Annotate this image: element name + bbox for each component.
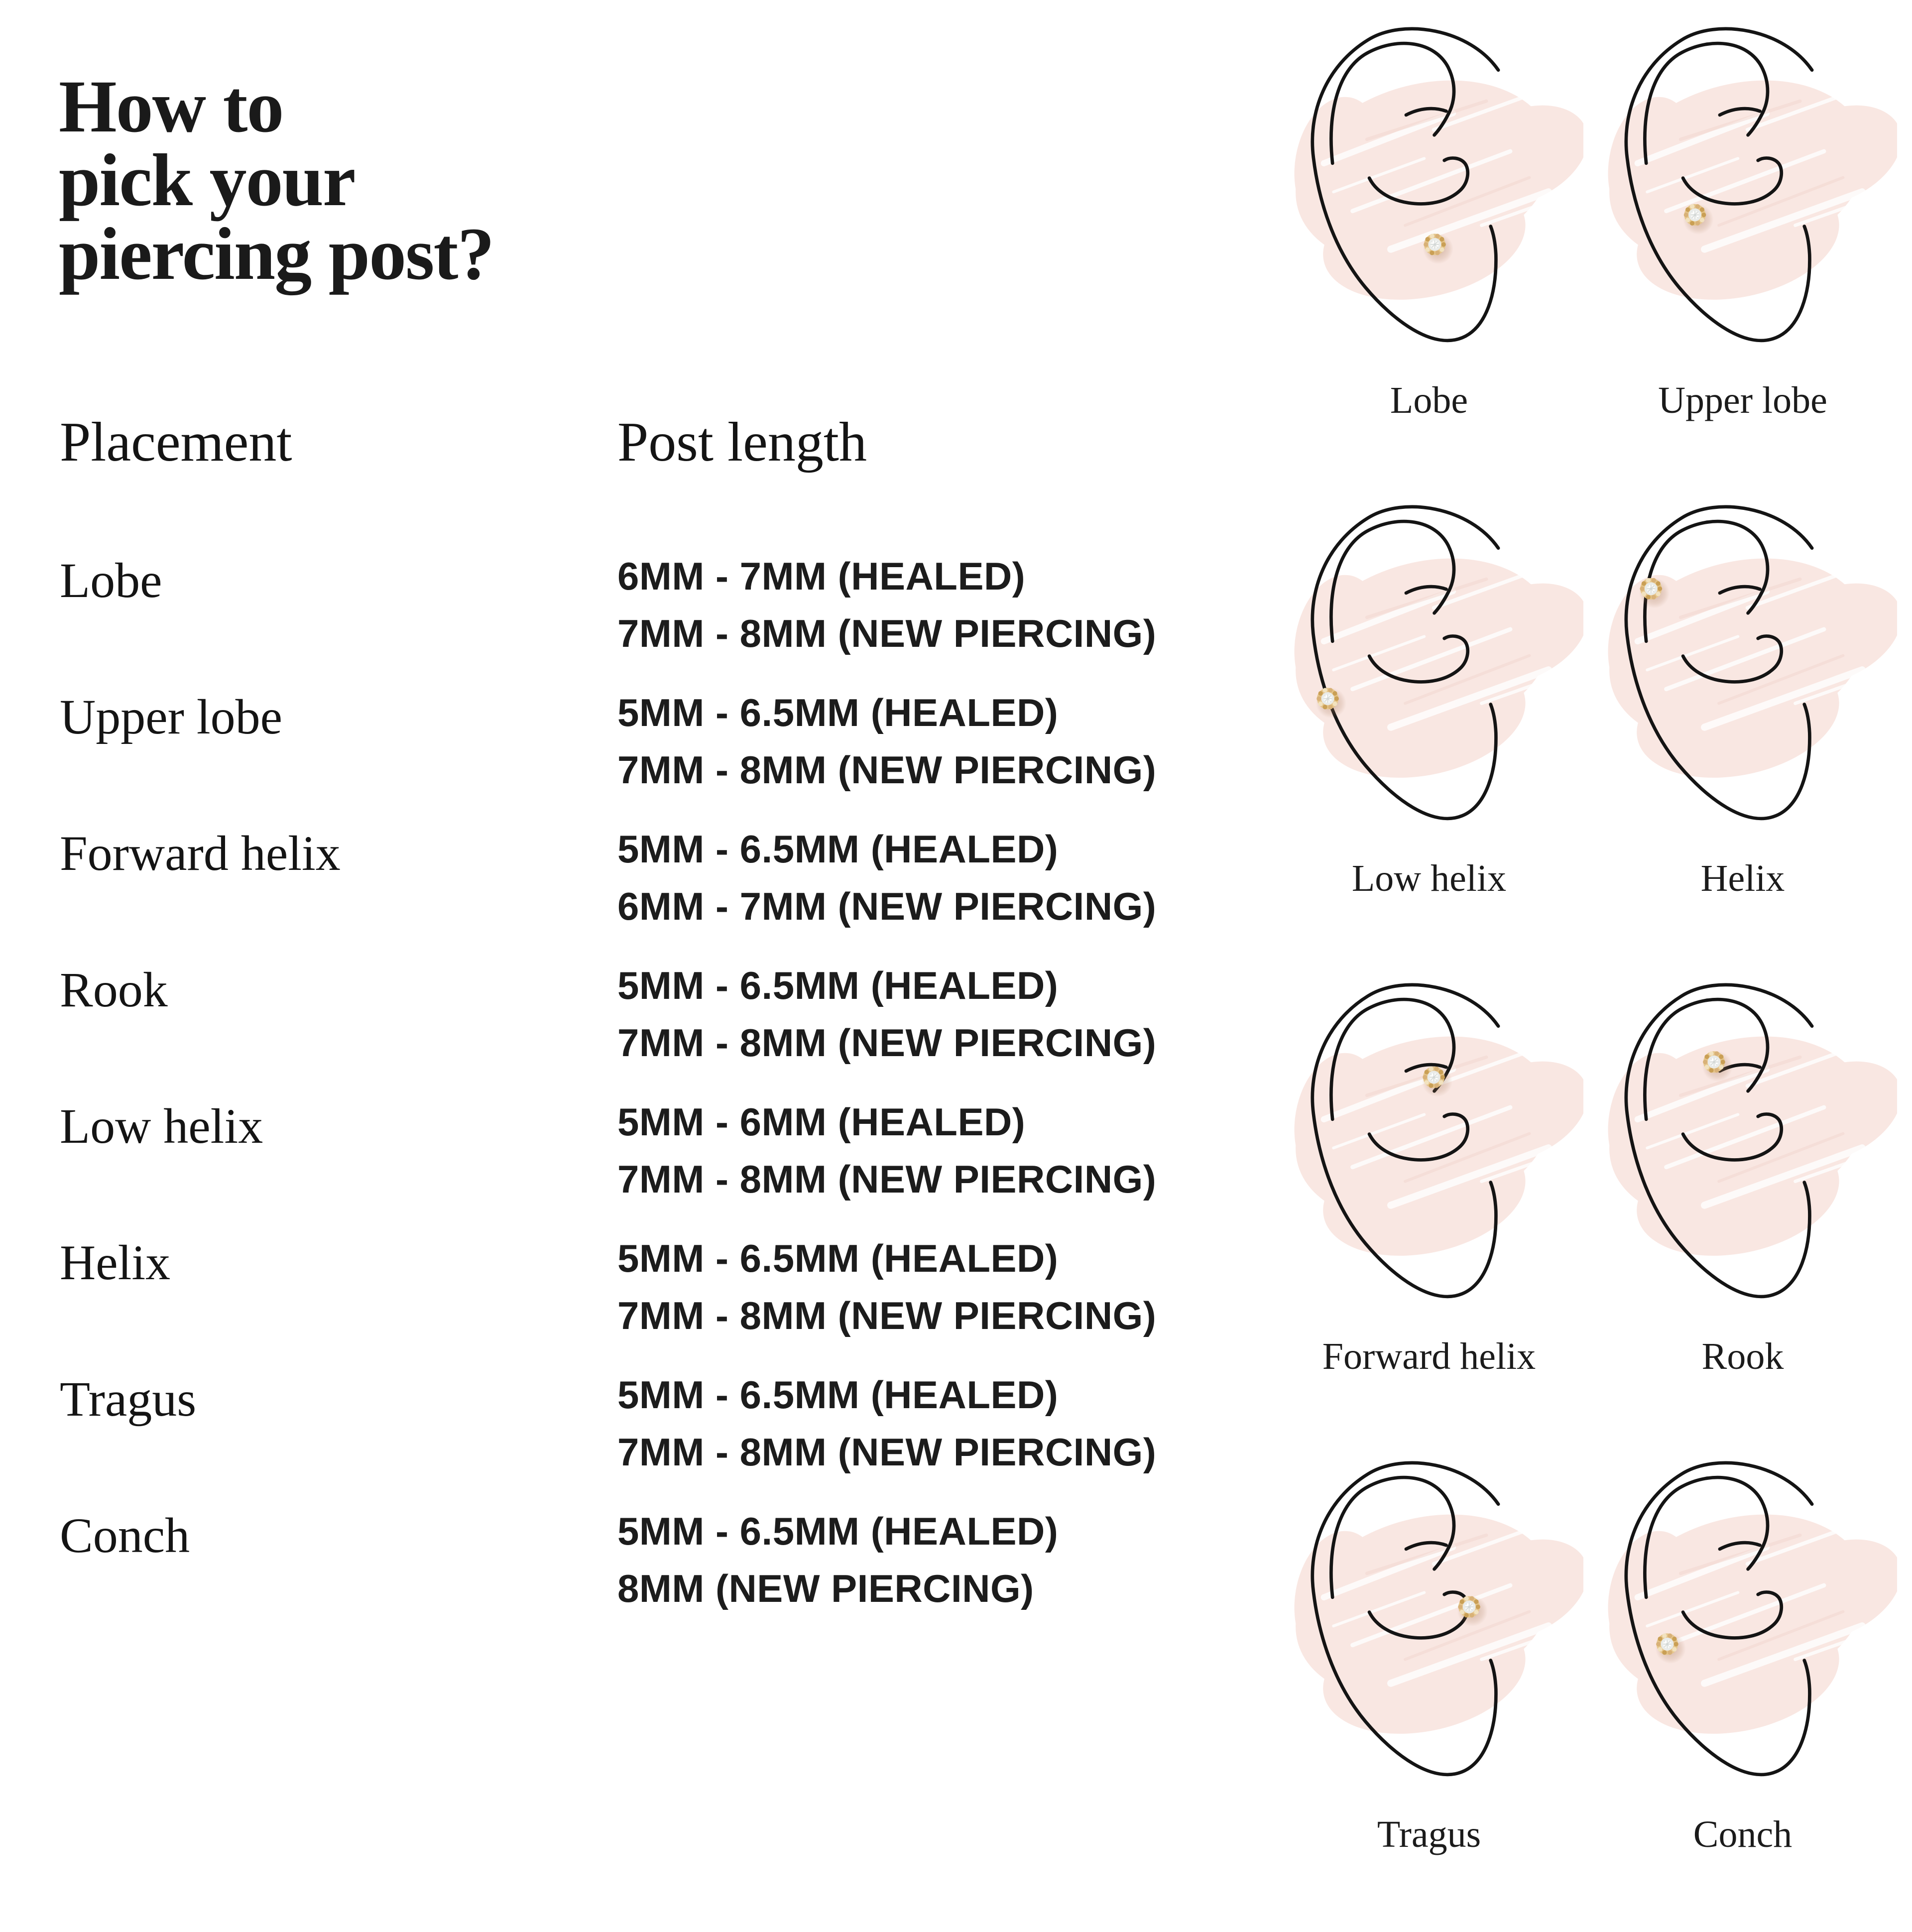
- ear-tile: [1275, 498, 1583, 976]
- post-length-new-piercing: 7MM - 8MM (NEW PIERCING): [617, 611, 1157, 655]
- placement-label: Upper lobe: [60, 689, 283, 744]
- post-length-healed: 5MM - 6.5MM (HEALED): [617, 964, 1059, 1007]
- piercing-stud-icon: [1423, 234, 1453, 264]
- ear-illustration: [1275, 976, 1583, 1329]
- table-row: [60, 1508, 1220, 1647]
- ear-illustration: [1275, 498, 1583, 851]
- post-length-values: [617, 1503, 1058, 1617]
- placement-label: Lobe: [60, 553, 162, 608]
- post-length-healed: 5MM - 6.5MM (HEALED): [617, 827, 1059, 871]
- watercolor-blob: [1588, 1008, 1897, 1273]
- piercing-stud-icon: [1457, 1596, 1488, 1626]
- table-row: [60, 553, 1220, 692]
- post-length-healed: 5MM - 6.5MM (HEALED): [617, 1236, 1059, 1280]
- piercing-stud-icon: [1655, 1633, 1685, 1664]
- table-row: [60, 1235, 1220, 1374]
- ear-illustration: [1588, 976, 1897, 1329]
- post-length-new-piercing: 7MM - 8MM (NEW PIERCING): [617, 1430, 1157, 1474]
- watercolor-blob: [1588, 530, 1897, 795]
- table-row: [60, 1371, 1220, 1511]
- piercing-stud-icon: [1639, 578, 1670, 608]
- placement-table-rows: [60, 553, 1220, 1647]
- table-row: [60, 962, 1220, 1101]
- placement-column-header: Placement: [60, 411, 292, 473]
- post-length-values: [617, 1366, 1156, 1481]
- post-length-values: [617, 684, 1156, 799]
- ear-illustration: [1588, 20, 1897, 373]
- table-row: [60, 826, 1220, 965]
- title-line-3: piercing post?: [59, 213, 494, 295]
- ear-tile: [1275, 1454, 1583, 1932]
- ear-illustration: [1588, 498, 1897, 851]
- title-line-2: pick your: [59, 139, 355, 222]
- post-length-new-piercing: 8MM (NEW PIERCING): [617, 1567, 1034, 1610]
- table-headers: [60, 411, 1220, 473]
- placement-label: Conch: [60, 1508, 190, 1563]
- page-title: [59, 65, 494, 295]
- post-length-new-piercing: 7MM - 8MM (NEW PIERCING): [617, 1157, 1157, 1201]
- piercing-stud-icon: [1702, 1051, 1732, 1082]
- watercolor-blob: [1588, 52, 1897, 317]
- ear-tile: [1588, 976, 1897, 1454]
- post-length-healed: 5MM - 6.5MM (HEALED): [617, 691, 1059, 734]
- ear-illustration: [1275, 1454, 1583, 1808]
- ear-illustration: [1275, 20, 1583, 373]
- post-length-new-piercing: 7MM - 8MM (NEW PIERCING): [617, 1021, 1157, 1065]
- title-line-1: How to: [59, 65, 283, 148]
- post-length-healed: 5MM - 6.5MM (HEALED): [617, 1373, 1059, 1417]
- placement-label: Rook: [60, 962, 168, 1017]
- ear-label: Conch: [1693, 1813, 1792, 1855]
- post-length-new-piercing: 6MM - 7MM (NEW PIERCING): [617, 884, 1157, 928]
- watercolor-blob: [1275, 52, 1583, 317]
- ear-diagram-grid: [1275, 20, 1897, 1932]
- watercolor-blob: [1275, 1008, 1583, 1273]
- piercing-stud-icon: [1683, 204, 1713, 234]
- ear-illustration: [1588, 1454, 1897, 1808]
- ear-tile: [1588, 20, 1897, 498]
- ear-label: Tragus: [1377, 1813, 1481, 1855]
- post-length-healed: 5MM - 6MM (HEALED): [617, 1100, 1026, 1144]
- placement-label: Tragus: [60, 1371, 197, 1427]
- ear-tile: [1275, 976, 1583, 1454]
- post-length-new-piercing: 7MM - 8MM (NEW PIERCING): [617, 748, 1157, 792]
- piercing-stud-icon: [1422, 1066, 1452, 1096]
- watercolor-blob: [1275, 530, 1583, 795]
- post-length-healed: 6MM - 7MM (HEALED): [617, 554, 1026, 598]
- ear-label: Low helix: [1351, 857, 1507, 899]
- ear-tile: [1275, 20, 1583, 498]
- table-row: [60, 689, 1220, 829]
- placement-label: Forward helix: [60, 826, 341, 881]
- ear-label: Forward helix: [1322, 1335, 1536, 1377]
- ear-tile: [1588, 1454, 1897, 1932]
- post-length-healed: 5MM - 6.5MM (HEALED): [617, 1509, 1059, 1553]
- post-length-new-piercing: 7MM - 8MM (NEW PIERCING): [617, 1294, 1157, 1337]
- post-length-values: [617, 1230, 1156, 1344]
- ear-label: Upper lobe: [1658, 379, 1827, 421]
- post-length-values: [617, 548, 1156, 662]
- placement-label: Helix: [60, 1235, 171, 1290]
- ear-label: Lobe: [1390, 379, 1468, 421]
- watercolor-blob: [1588, 1486, 1897, 1751]
- ear-label: Helix: [1700, 857, 1785, 899]
- post-length-table: [60, 411, 1220, 1647]
- post-length-values: [617, 821, 1156, 935]
- post-length-values: [617, 1093, 1156, 1208]
- post-length-values: [617, 957, 1156, 1072]
- watercolor-blob: [1275, 1486, 1583, 1751]
- post-length-column-header: Post length: [617, 411, 867, 473]
- ear-tile: [1588, 498, 1897, 976]
- table-row: [60, 1098, 1220, 1238]
- placement-label: Low helix: [60, 1098, 263, 1154]
- piercing-stud-icon: [1316, 688, 1346, 718]
- ear-label: Rook: [1701, 1335, 1784, 1377]
